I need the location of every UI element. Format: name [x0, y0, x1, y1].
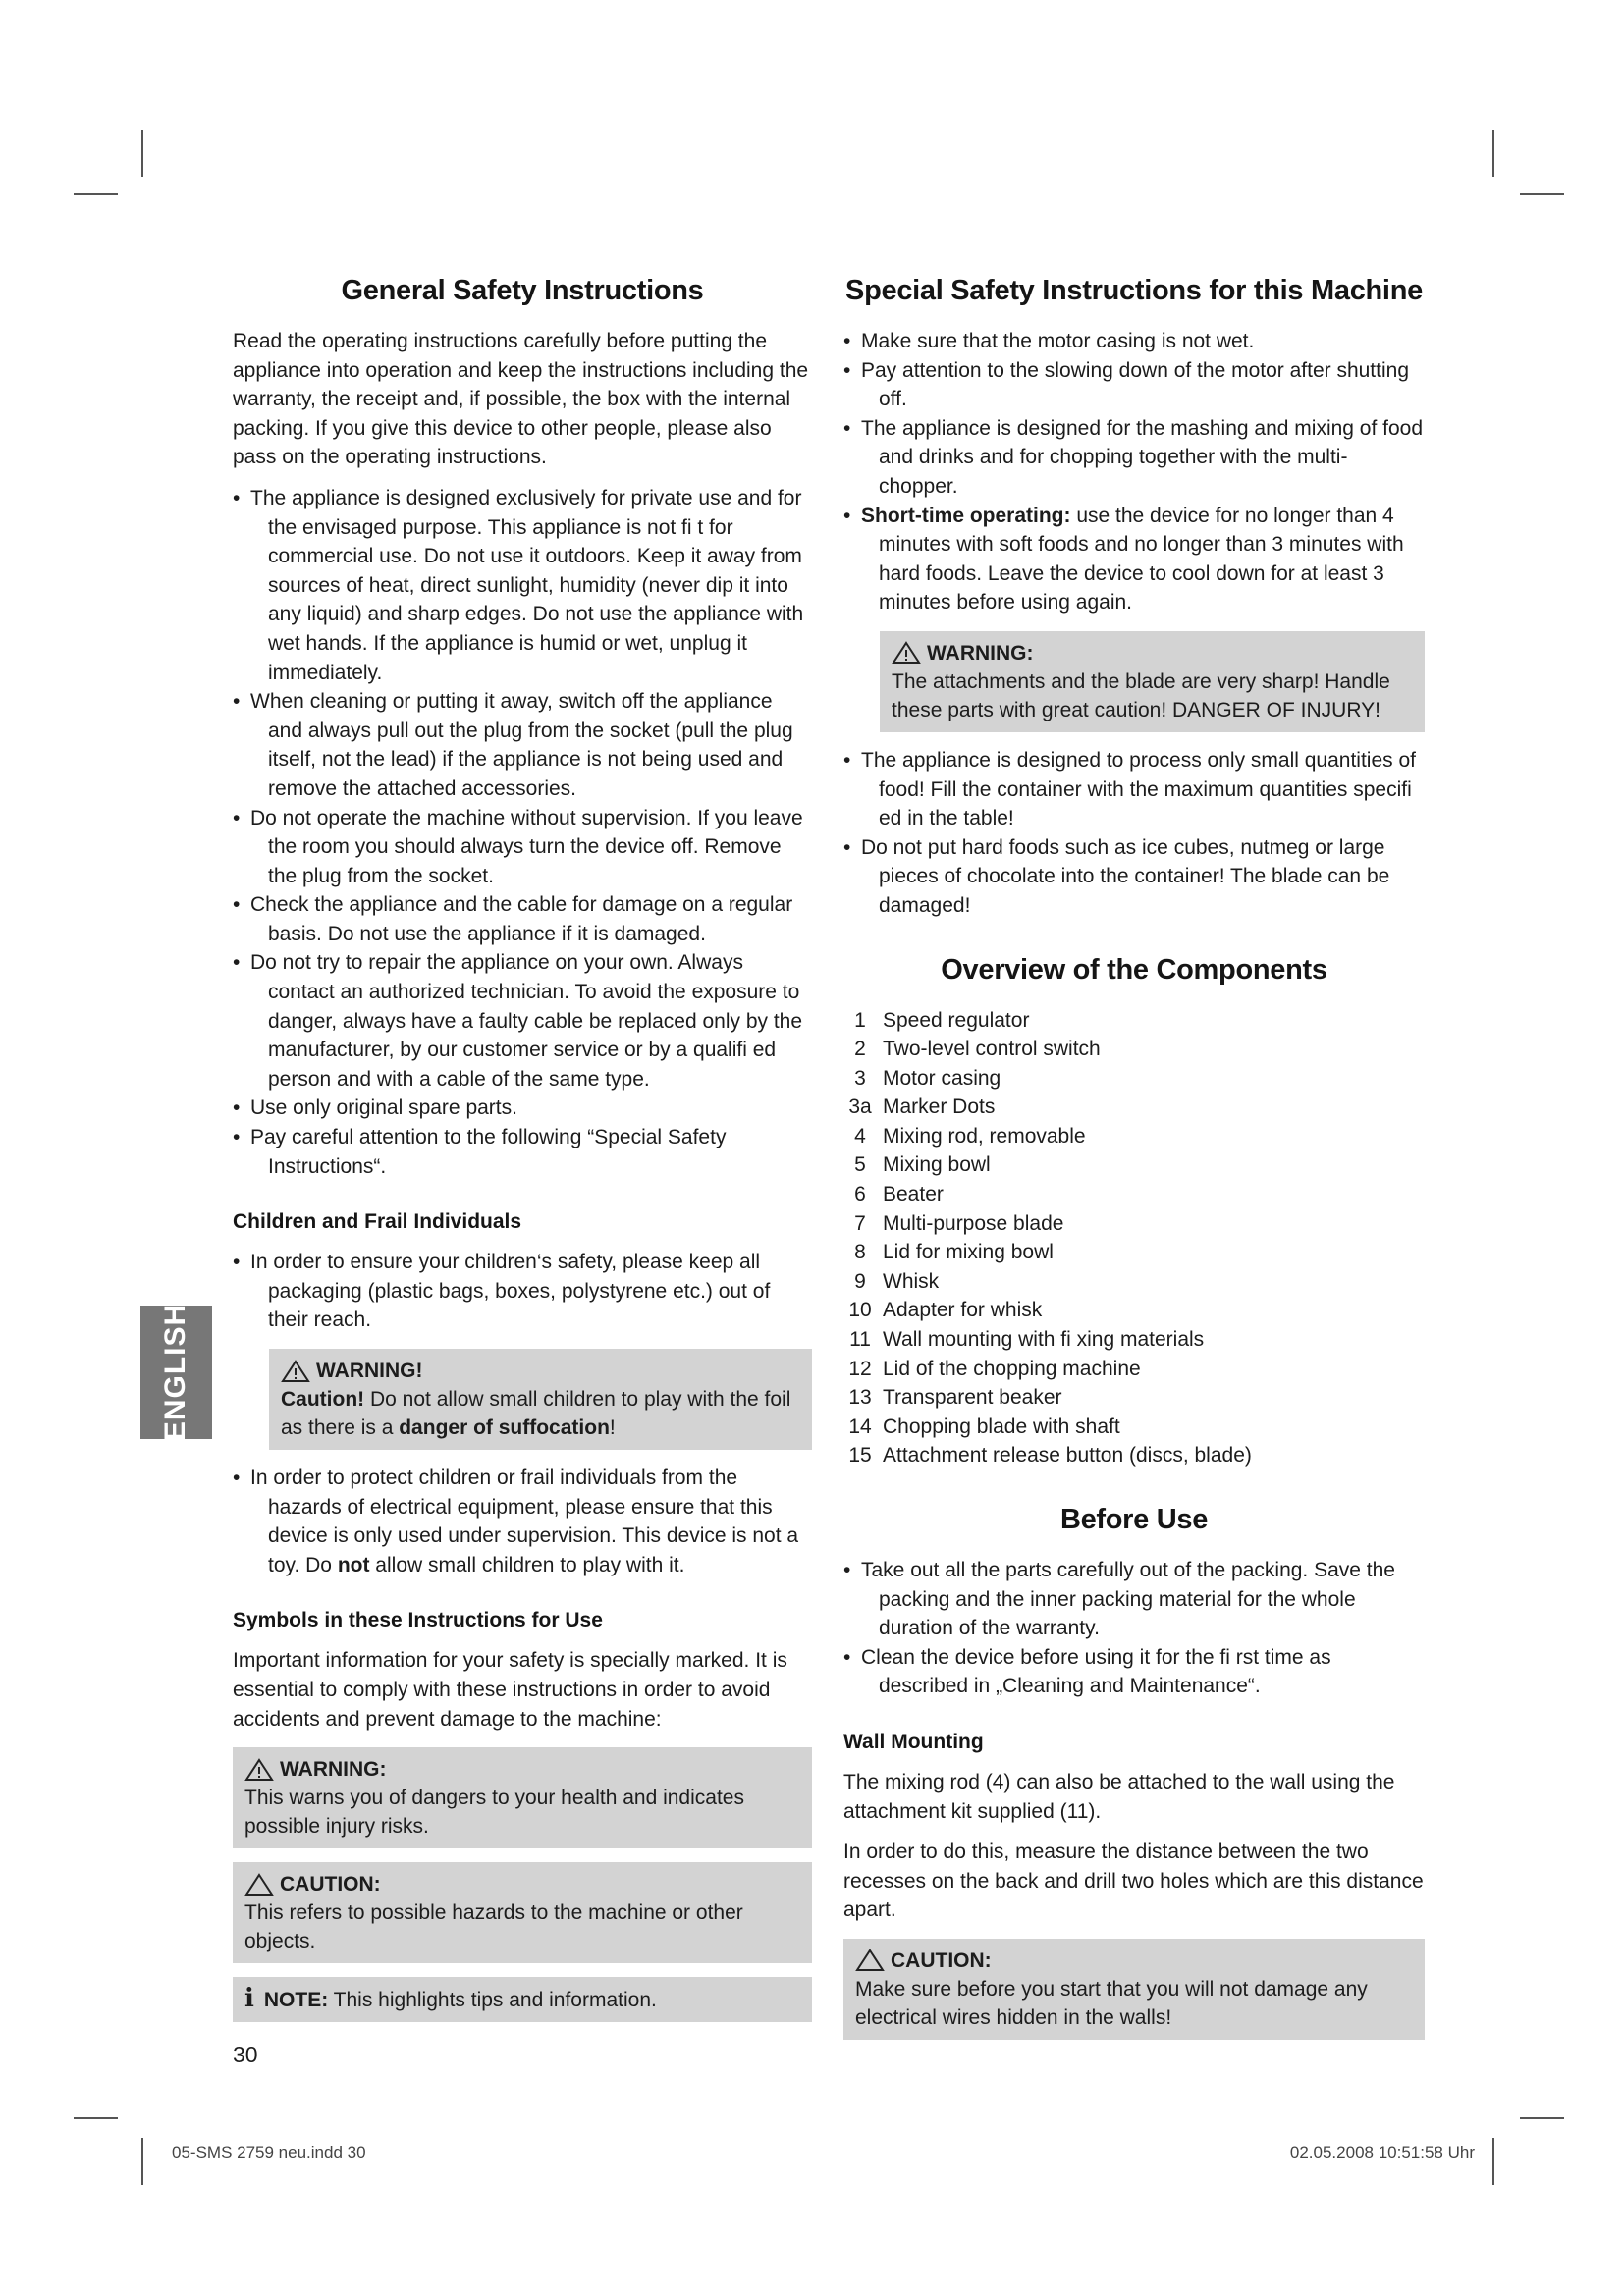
warning-label: WARNING:	[927, 641, 1034, 665]
frail-list	[233, 1464, 812, 1579]
symbols-heading: Symbols in these Instructions for Use	[233, 1609, 603, 1632]
special-safety-list-2	[843, 746, 1425, 921]
list-item	[843, 1383, 1425, 1413]
list-item	[843, 1180, 1425, 1209]
list-item	[843, 1325, 1425, 1355]
list-item	[843, 1413, 1425, 1442]
crop-mark	[141, 2138, 143, 2185]
component-number: 11	[849, 1328, 871, 1352]
caution-label: CAUTION:	[891, 1949, 992, 1972]
component-number: 7	[854, 1211, 866, 1235]
component-number: 13	[848, 1386, 872, 1410]
warning-box-title	[281, 1357, 800, 1385]
component-number: 4	[854, 1124, 866, 1148]
components-title: Overview of the Components	[941, 953, 1327, 986]
warning-lead: Caution!	[281, 1388, 365, 1411]
info-icon: i	[244, 1984, 254, 2014]
warning-triangle-icon	[244, 1758, 274, 1782]
component-label: Lid of the chopping machine	[883, 1357, 1141, 1380]
crop-mark	[74, 193, 118, 195]
caution-triangle-icon	[244, 1873, 274, 1896]
warning-label: WARNING:	[280, 1758, 387, 1782]
list-item	[843, 1035, 1425, 1064]
page-number: 30	[233, 2042, 258, 2067]
warning-triangle-icon	[281, 1360, 310, 1383]
wall-mounting-heading: Wall Mounting	[843, 1730, 984, 1753]
component-number: 14	[848, 1415, 872, 1438]
component-label: Marker Dots	[883, 1095, 996, 1119]
list-item	[843, 1355, 1425, 1384]
component-number: 1	[854, 1008, 866, 1032]
component-number: 6	[854, 1183, 866, 1206]
list-item: • The appliance is designed for the mashing and mixing of food and drinks and for chopping together with the multi-chopper.	[843, 414, 1425, 502]
crop-mark	[141, 130, 143, 177]
language-tab-label: ENGLISH	[159, 1303, 192, 1442]
list-item	[843, 1267, 1425, 1297]
component-label: Chopping blade with shaft	[883, 1415, 1120, 1438]
list-item	[843, 1122, 1425, 1151]
warning-label: WARNING!	[316, 1360, 423, 1382]
general-safety-intro: Read the operating instructions carefully before putting the appliance into operation and keep the instructions including the warranty, the receipt and, if possible, the box with the internal packing. If you give this device to other people, please also pass on the operating instructions.	[233, 330, 809, 469]
component-label: Multi-purpose blade	[883, 1211, 1064, 1235]
note-text: This highlights tips and information.	[328, 1989, 657, 2012]
component-label: Mixing bowl	[883, 1153, 991, 1177]
language-tab	[140, 1303, 212, 1442]
symbol-caution-box	[233, 1862, 812, 1963]
warning-bold: danger of suffocation	[399, 1416, 610, 1439]
component-number: 8	[854, 1241, 866, 1264]
crop-mark	[1520, 193, 1564, 195]
caution-box-title	[855, 1947, 1413, 1975]
list-item	[843, 502, 1425, 617]
symbol-warning-box	[233, 1747, 812, 1848]
wall-caution-box	[843, 1939, 1425, 2040]
list-item: • The appliance is designed exclusively for private use and for the envisaged purpose. This appliance is not fi t for commercial use. Do not use it outdoors. Keep it away from sources of heat, direct sunlight, humidity (never dip it into any liquid) and sharp edges. Do not use the appliance with wet hands. If the appliance is humid or wet, unplug it immediately.	[233, 484, 812, 687]
component-label: Mixing rod, removable	[883, 1124, 1086, 1148]
component-label: Beater	[883, 1183, 944, 1206]
list-item: • In order to ensure your children‘s safety, please keep all packaging (plastic bags, boxes, polystyrene etc.) out of their reach.	[233, 1248, 812, 1335]
list-item: • Pay attention to the slowing down of the motor after shutting off.	[843, 356, 1425, 414]
component-label: Motor casing	[883, 1066, 1001, 1090]
components-list	[843, 1006, 1425, 1471]
special-safety-title: Special Safety Instructions for this Machine	[845, 275, 1423, 306]
list-item: • The appliance is designed to process only small quantities of food! Fill the container with the maximum quantities specifi ed in the table!	[843, 746, 1425, 833]
warning-text-a: Do not allow small children to play with the foil as there is a	[281, 1388, 791, 1439]
component-label: Two-level control switch	[883, 1038, 1101, 1061]
list-item: • Clean the device before using it for the fi rst time as described in „Cleaning and Maintenance“.	[843, 1643, 1425, 1701]
list-item	[843, 1064, 1425, 1094]
warning-box-title	[892, 639, 1413, 667]
component-number: 9	[854, 1269, 866, 1293]
wall-mounting-p2: In order to do this, measure the distance between the two recesses on the back and drill two holes which are this distance apart.	[843, 1841, 1424, 1922]
component-label: Adapter for whisk	[883, 1299, 1043, 1322]
component-number: 3a	[848, 1095, 872, 1119]
component-number: 15	[848, 1444, 872, 1468]
caution-triangle-icon	[855, 1949, 885, 1972]
symbols-intro: Important information for your safety is specially marked. It is essential to comply with these instructions in order to avoid accidents and prevent damage to the machine:	[233, 1649, 787, 1731]
before-use-list	[843, 1556, 1425, 1701]
caution-label: CAUTION:	[280, 1873, 381, 1896]
component-number: 5	[854, 1153, 866, 1177]
list-item: • Do not try to repair the appliance on your own. Always contact an authorized technician. To avoid the exposure to danger, always have a faulty cable be replaced only by the manufacturer, by our customer service or by a qualifi ed person and with a cable of the same type.	[233, 948, 812, 1094]
blade-warning-box	[880, 631, 1425, 732]
crop-mark	[1520, 2117, 1564, 2119]
component-label: Speed regulator	[883, 1008, 1030, 1032]
wall-mounting-p1: The mixing rod (4) can also be attached to the wall using the attachment kit supplied (11).	[843, 1770, 1395, 1823]
component-number: 3	[854, 1066, 866, 1090]
list-item: • Make sure that the motor casing is not wet.	[843, 327, 1425, 356]
list-item: • Use only original spare parts.	[233, 1094, 812, 1123]
children-list	[233, 1248, 812, 1335]
list-item: • Take out all the parts carefully out of the packing. Save the packing and the inner packing material for the whole duration of the warranty.	[843, 1556, 1425, 1643]
warning-text-b: !	[609, 1416, 616, 1439]
list-item: • Do not put hard foods such as ice cubes, nutmeg or large pieces of chocolate into the container! The blade can be damaged!	[843, 833, 1425, 921]
warning-triangle-icon	[892, 641, 921, 665]
crop-mark	[1492, 130, 1494, 177]
crop-mark	[1492, 2138, 1494, 2185]
component-number: 2	[854, 1038, 866, 1061]
warning-text	[281, 1385, 800, 1442]
symbol-note-box	[233, 1977, 812, 2022]
warning-text: This warns you of dangers to your health and indicates possible injury risks.	[244, 1787, 744, 1839]
list-item	[843, 1296, 1425, 1325]
caution-text: Make sure before you start that you will not damage any electrical wires hidden in the walls!	[855, 1977, 1368, 2029]
component-number: 12	[848, 1357, 872, 1380]
frail-bold: not	[337, 1553, 370, 1576]
frail-text-a: In order to protect children or frail individuals from the hazards of electrical equipment, please ensure that this device is only used under supervision. This device is not a toy. Do	[250, 1467, 799, 1576]
frail-text-b: allow small children to play with it.	[369, 1553, 685, 1576]
children-warning-box	[269, 1349, 812, 1450]
before-use-title: Before Use	[1059, 1504, 1209, 1535]
list-item	[843, 1238, 1425, 1267]
list-item: • Do not operate the machine without supervision. If you leave the room you should always turn the device off. Remove the plug from the socket.	[233, 804, 812, 891]
list-item: • When cleaning or putting it away, switch off the appliance and always pull out the plug from the socket (pull the plug itself, not the lead) if the appliance is not being used and remove the attached accessories.	[233, 687, 812, 803]
list-item	[843, 1150, 1425, 1180]
warning-text: The attachments and the blade are very sharp! Handle these parts with great caution! DANGER OF INJURY!	[892, 669, 1390, 721]
short-time-lead: Short-time operating:	[861, 504, 1071, 527]
component-label: Wall mounting with fi xing materials	[883, 1328, 1205, 1352]
list-item	[843, 1093, 1425, 1122]
list-item	[843, 1441, 1425, 1470]
short-time-text: use the device for no longer than 4 minutes with soft foods and no longer than 3 minutes with hard foods. Leave the device to cool down for at least 3 minutes before using again.	[879, 504, 1404, 614]
footer-file-name: 05-SMS 2759 neu.indd 30	[172, 2143, 366, 2162]
children-heading: Children and Frail Individuals	[233, 1210, 522, 1234]
footer-timestamp: 02.05.2008 10:51:58 Uhr	[1289, 2143, 1475, 2162]
right-column	[843, 275, 1425, 2054]
component-label: Transparent beaker	[883, 1386, 1062, 1410]
component-label: Attachment release button (discs, blade)	[883, 1444, 1252, 1468]
list-item	[843, 1209, 1425, 1239]
component-number: 10	[848, 1299, 872, 1322]
crop-mark	[74, 2117, 118, 2119]
note-label: NOTE:	[263, 1989, 329, 2012]
component-label: Lid for mixing bowl	[883, 1241, 1054, 1264]
component-label: Whisk	[883, 1269, 940, 1293]
warning-box-title	[244, 1755, 800, 1784]
caution-text: This refers to possible hazards to the machine or other objects.	[244, 1901, 743, 1953]
general-safety-list	[233, 484, 812, 1181]
left-column	[233, 275, 812, 2036]
caution-box-title	[244, 1870, 800, 1898]
list-item: • Check the appliance and the cable for damage on a regular basis. Do not use the appliance if it is damaged.	[233, 890, 812, 948]
special-safety-list	[843, 327, 1425, 617]
list-item	[233, 1464, 812, 1579]
list-item	[843, 1006, 1425, 1036]
general-safety-title: General Safety Instructions	[341, 275, 704, 306]
list-item: • Pay careful attention to the following “Special Safety Instructions“.	[233, 1123, 812, 1181]
